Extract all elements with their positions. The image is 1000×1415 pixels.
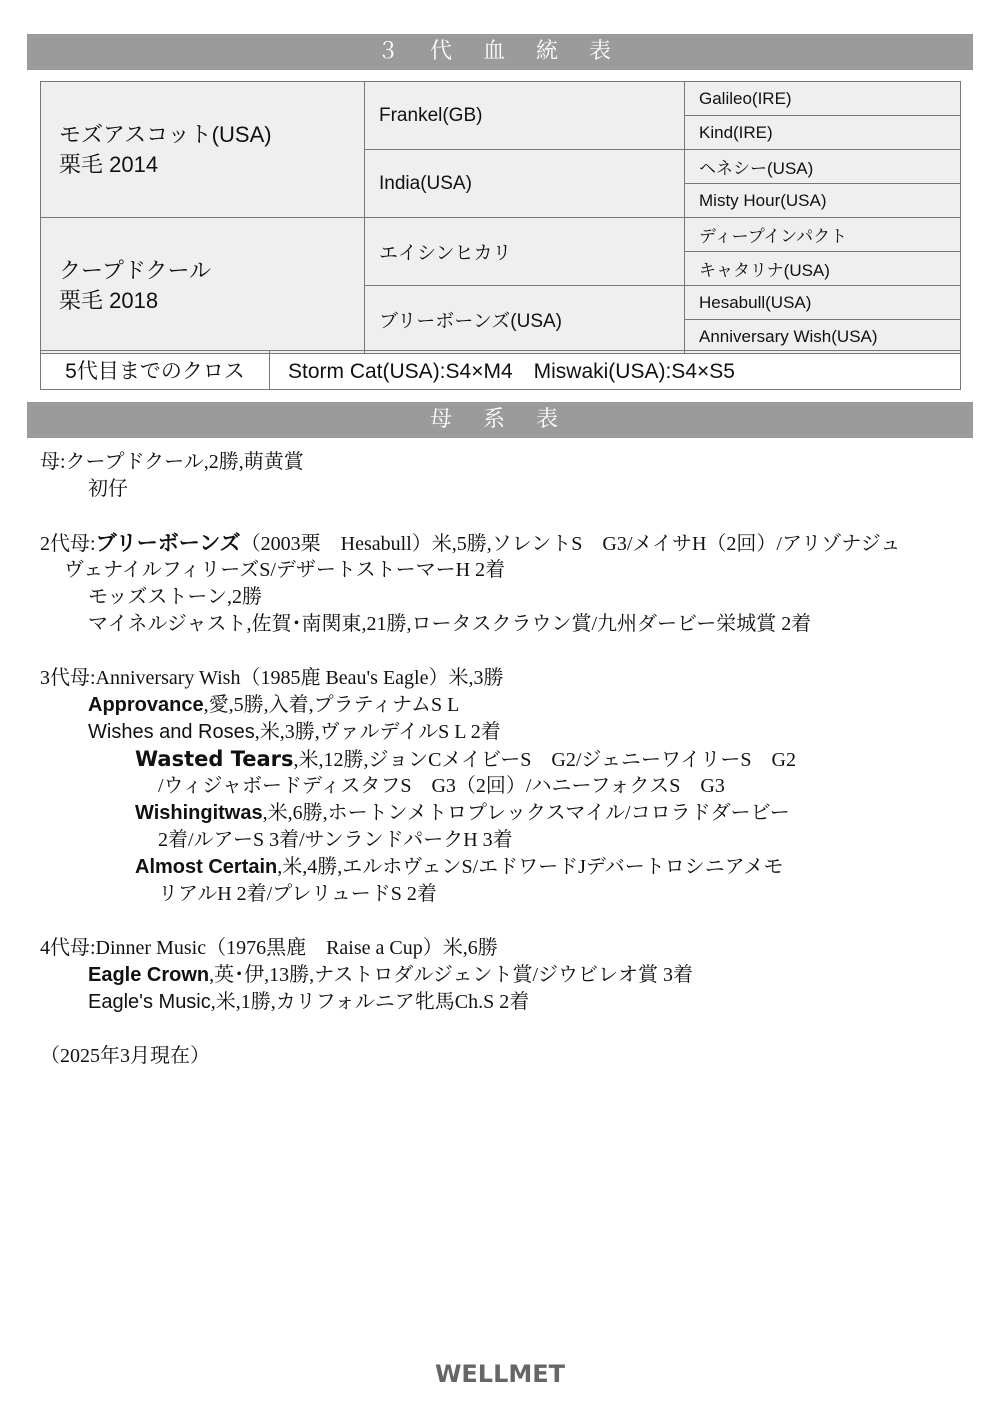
- pedigree-g3-cell: Misty Hour(USA): [685, 184, 961, 218]
- third-dam-line: 3代母:Anniversary Wish（1985鹿 Beau's Eagle）米,3勝: [40, 667, 504, 689]
- cross-table: [40, 350, 961, 390]
- fourth-dam-line: 4代母:Dinner Music（1976黒鹿 Raise a Cup）米,6勝: [40, 937, 498, 959]
- dam-sire-cell: エイシンヒカリ: [365, 218, 685, 286]
- sire-detail: 栗毛 2014: [59, 151, 159, 177]
- wellmet-logo: WELLMET: [434, 1360, 566, 1388]
- dam-foal: 初仔: [88, 478, 128, 500]
- horse-record: ,米,6勝,ホートンメトロプレックスマイル/コロラドダービー: [262, 802, 790, 824]
- second-dam-prefix: 2代母:: [40, 533, 96, 555]
- second-dam-line: [40, 530, 900, 557]
- dam-cell: [41, 218, 365, 354]
- horse-record-cont: 2着/ルアーS 3着/サンランドパークH 3着: [158, 829, 513, 851]
- horse-name: Wasted Tears: [135, 747, 294, 771]
- third-dam-offspring: [88, 719, 501, 745]
- pedigree-g3-cell: Hesabull(USA): [685, 286, 961, 320]
- dam-line: 母:クープドクール,2勝,萌黄賞: [40, 451, 304, 473]
- dam-detail: 栗毛 2018: [59, 287, 159, 313]
- horse-record: ,米,12勝,ジョンCメイビーS G2/ジェニーワイリーS G2: [293, 749, 796, 771]
- family-section-title: 母 系 表: [27, 402, 973, 438]
- pedigree-table: [40, 81, 961, 354]
- dam-dam-cell: ブリーボーンズ(USA): [365, 286, 685, 354]
- dam-name: クープドクール: [59, 257, 212, 283]
- horse-name: Wishes and Roses: [88, 721, 255, 743]
- sire-cell: [41, 82, 365, 218]
- pedigree-g3-cell: キャタリナ(USA): [685, 252, 961, 286]
- horse-record: ,米,3勝,ヴァルデイルS L 2着: [254, 721, 501, 743]
- pedigree-g3-cell: ヘネシー(USA): [685, 150, 961, 184]
- fourth-dam-offspring: [88, 962, 693, 988]
- horse-record-cont: /ウィジャボードディスタフS G3（2回）/ハニーフォクスS G3: [158, 775, 725, 797]
- grand-offspring: [135, 854, 784, 880]
- third-dam-offspring: [88, 692, 459, 718]
- second-dam-record: （2003栗 Hesabull）米,5勝,ソレントS G3/メイサH（2回）/アリゾナジュ: [240, 533, 901, 555]
- second-dam-offspring: モッズストーン,2勝: [88, 586, 262, 608]
- second-dam-offspring: マイネルジャスト,佐賀･南関東,21勝,ロータスクラウン賞/九州ダービー栄城賞 2着: [88, 613, 812, 635]
- second-dam-record-cont: ヴェナイルフィリーズS/デザートストーマーH 2着: [64, 559, 506, 581]
- horse-name: Eagle's Music: [88, 991, 211, 1013]
- horse-name: Approvance: [88, 694, 204, 716]
- fourth-dam-offspring: [88, 989, 529, 1015]
- pedigree-g3-cell: ディープインパクト: [685, 218, 961, 252]
- grand-offspring: [135, 746, 796, 773]
- sire-name: モズアスコット(USA): [59, 121, 272, 147]
- horse-record: ,米,4勝,エルホヴェンS/エドワードJデバートロシニアメモ: [277, 856, 784, 878]
- pedigree-section-title: ３ 代 血 統 表: [27, 34, 973, 70]
- sire-sire-cell: Frankel(GB): [365, 82, 685, 150]
- horse-record: ,英･伊,13勝,ナストロダルジェント賞/ジウビレオ賞 3着: [209, 964, 693, 986]
- pedigree-g3-cell: Galileo(IRE): [685, 82, 961, 116]
- as-of-date: （2025年3月現在）: [40, 1045, 210, 1067]
- cross-value: Storm Cat(USA):S4×M4 Miswaki(USA):S4×S5: [270, 351, 961, 390]
- second-dam-name: ブリーボーンズ: [95, 531, 241, 555]
- sire-dam-cell: India(USA): [365, 150, 685, 218]
- pedigree-g3-cell: Kind(IRE): [685, 116, 961, 150]
- grand-offspring: [135, 800, 790, 826]
- horse-record-cont: リアルH 2着/プレリュードS 2着: [158, 883, 437, 905]
- horse-record: ,愛,5勝,入着,プラティナムS L: [203, 694, 460, 716]
- horse-name: Almost Certain: [135, 856, 278, 878]
- horse-name: Wishingitwas: [135, 802, 263, 824]
- horse-name: Eagle Crown: [88, 964, 210, 986]
- horse-record: ,米,1勝,カリフォルニア牝馬Ch.S 2着: [210, 991, 530, 1013]
- cross-label: 5代目までのクロス: [41, 351, 270, 390]
- pedigree-g3-cell: Anniversary Wish(USA): [685, 320, 961, 354]
